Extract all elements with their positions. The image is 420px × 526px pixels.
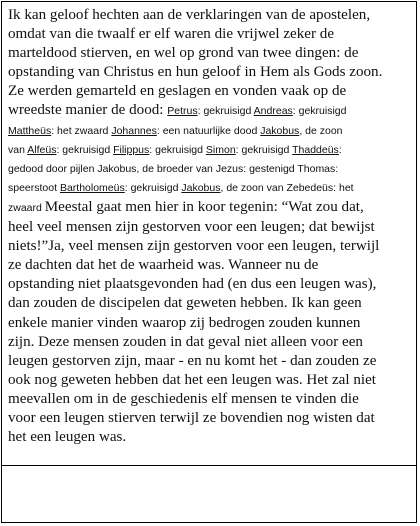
apostle-list-1 bbox=[167, 105, 346, 117]
apostle-name: Johannes bbox=[111, 124, 157, 137]
text-line: zijn. Deze mensen zouden in dat geval niet alleen voor een bbox=[8, 333, 363, 350]
text-line: marteldood stierven, en wel op grond van twee dingen: de bbox=[8, 45, 359, 62]
text-line: omdat van die twaalf er elf waren die vrijwel zeker de bbox=[8, 26, 335, 43]
apostle-name: Mattheüs bbox=[8, 124, 52, 137]
text-cell bbox=[1, 1, 417, 466]
apostle-name: Petrus bbox=[167, 105, 198, 118]
apostle-fate: , de zoon bbox=[299, 124, 343, 137]
apostle-fate: : gekruisigd bbox=[149, 143, 206, 156]
text-line: dan zouden de discipelen dat geweten hebben. Ik kan geen bbox=[8, 295, 362, 312]
apostle-fate: : een natuurlijke dood bbox=[156, 124, 261, 137]
apostle-fate: : gekruisigd bbox=[197, 105, 254, 118]
apostle-fate: speerstoot bbox=[8, 181, 60, 194]
text-line: Ik kan geloof hechten aan de verklaringen van de apostelen, bbox=[8, 7, 371, 23]
text-line-apostles-1 bbox=[8, 101, 410, 121]
apostle-name: Jakobus bbox=[181, 181, 221, 194]
empty-bottom-cell bbox=[1, 465, 417, 523]
text-line: enkele manier vinden waarop zij bedrogen zouden kunnen bbox=[8, 314, 361, 331]
text-line-apostles-2 bbox=[8, 122, 410, 141]
text-segment: Meestal gaat men hier in koor tegenin: “Wat zou dat, bbox=[44, 198, 364, 215]
apostle-fate: zwaard bbox=[8, 201, 45, 214]
text-segment: wreedste manier de dood: bbox=[8, 102, 168, 119]
text-line: voor een leugen stierven terwijl ze bovendien nog wisten dat bbox=[8, 409, 375, 426]
text-line: niets!”Ja, veel mensen zijn gestorven voor een leugen, terwijl bbox=[8, 238, 380, 255]
apostle-fate: : gekruisigd bbox=[292, 105, 347, 118]
text-line: ook nog geweten hebben dat het een leugen was. Het zal niet bbox=[8, 371, 376, 388]
text-line: heel veel mensen zijn gestorven voor een leugen; dat bewijst bbox=[8, 219, 375, 236]
text-line: het een leugen was. bbox=[8, 429, 127, 446]
text-line: ze dachten dat het de waarheid was. Wanneer nu de bbox=[8, 257, 319, 274]
apostle-fate: : gekruisigd bbox=[124, 181, 182, 194]
text-line-apostles-4: gedood door pijlen Jakobus, de broeder van Jezus: gestenigd Thomas: bbox=[8, 162, 339, 175]
apostle-name: Simon bbox=[205, 143, 236, 156]
apostle-name: Thaddeüs bbox=[292, 143, 339, 156]
text-line-apostles-5 bbox=[8, 179, 410, 198]
apostle-prefix: van bbox=[8, 143, 28, 156]
apostle-fate: : het zwaard bbox=[51, 124, 112, 137]
text-line: leugen gestorven zijn, maar - en nu komt het - dan zouden ze bbox=[8, 352, 377, 369]
apostle-fate: : gekruisigd bbox=[56, 143, 114, 156]
text-line: opstanding van Christus en hun geloof in Hem als Gods zoon. bbox=[8, 64, 383, 81]
text-line: meevallen om in de geschiedenis elf mensen te vinden die bbox=[8, 390, 359, 407]
apostle-name: Bartholomeüs bbox=[59, 181, 125, 194]
apostle-name: Filippus bbox=[113, 143, 150, 156]
apostle-fate: : gekruisigd bbox=[235, 143, 293, 156]
apostle-name: Alfeüs bbox=[27, 143, 57, 156]
apostle-fate: , de zoon van Zebedeüs: het bbox=[220, 181, 354, 194]
apostle-name: Jakobus bbox=[260, 124, 300, 137]
text-line-apostles-3 bbox=[8, 141, 410, 160]
text-line-apostles-6 bbox=[8, 198, 410, 218]
apostle-name: Andreas bbox=[253, 105, 293, 118]
text-line: Ze werden gemarteld en geslagen en vonden vaak op de bbox=[8, 83, 347, 100]
apostle-fate: : bbox=[338, 143, 342, 156]
text-line: opstanding niet plaatsgevonden had (en dus een leugen was), bbox=[8, 276, 377, 293]
